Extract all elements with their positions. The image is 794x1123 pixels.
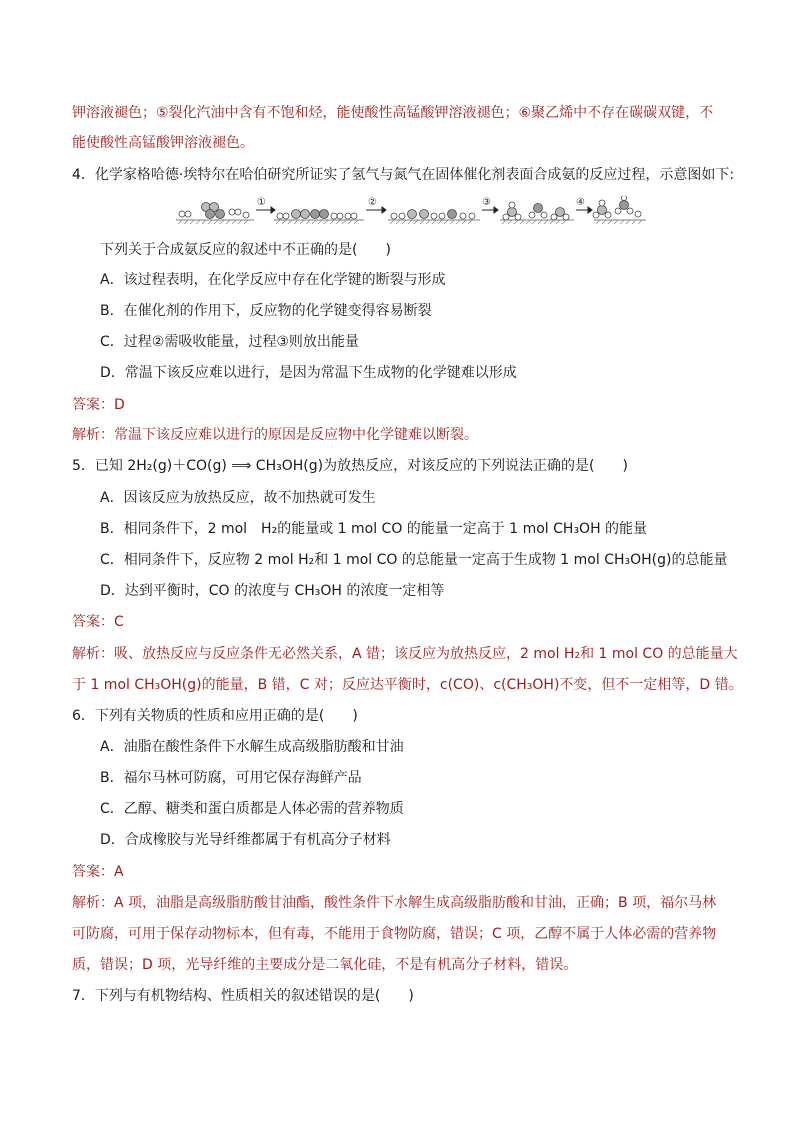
question-5-option-c: C．相同条件下，反应物 2 mol H₂和 1 mol CO 的总能量一定高于生成物 1 mol CH₃OH(g)的总能量	[100, 552, 728, 568]
question-4-option-d: D．常温下该反应难以进行，是因为常温下生成物的化学键难以形成	[100, 365, 517, 381]
question-6-explanation-line-3: 质，错误；D 项，光导纤维的主要成分是二氧化硅，不是有机高分子材料，错误。	[72, 957, 578, 973]
question-6-answer: 答案：A	[72, 864, 124, 880]
explanation-continued-line-1: 钾溶液褪色；⑤裂化汽油中含有不饱和烃，能使酸性高锰酸钾溶液褪色；⑥聚乙烯中不存在碳碳双键，不	[72, 105, 714, 121]
question-5-option-d: D．达到平衡时，CO 的浓度与 CH₃OH 的浓度一定相等	[100, 583, 445, 599]
question-5-option-a: A．因该反应为放热反应，故不加热就可发生	[100, 490, 376, 506]
step-3-label: ③	[482, 197, 491, 208]
question-4-option-a: A．该过程表明，在化学反应中存在化学键的断裂与形成	[100, 272, 446, 288]
question-6-option-b: B．福尔马林可防腐，可用它保存海鲜产品	[100, 770, 362, 786]
question-5-explanation-line-1: 解析：吸、放热反应与反应条件无必然关系，A 错；该反应为放热反应，2 mol H₂和 1 mol CO 的总能量大	[72, 646, 738, 662]
question-5-option-b: B．相同条件下，2 mol H₂的能量或 1 mol CO 的能量一定高于 1 mol CH₃OH 的能量	[100, 521, 648, 537]
question-6-option-c: C．乙醇、糖类和蛋白质都是人体必需的营养物质	[100, 801, 404, 817]
ammonia-synthesis-diagram	[176, 196, 646, 226]
question-6-option-a: A．油脂在酸性条件下水解生成高级脂肪酸和甘油	[100, 739, 404, 755]
question-6-stem: 6．下列有关物质的性质和应用正确的是( )	[72, 708, 358, 724]
step-1-label: ①	[257, 197, 266, 208]
question-4-explanation: 解析：常温下该反应难以进行的原因是反应物中化学键难以断裂。	[72, 427, 478, 443]
question-5-explanation-line-2: 于 1 mol CH₃OH(g)的能量，B 错，C 对；反应达平衡时，c(CO)、c(CH₃OH)不变，但不一定相等，D 错。	[72, 677, 743, 693]
step-2-label: ②	[368, 197, 377, 208]
question-4-option-b: B．在催化剂的作用下，反应物的化学键变得容易断裂	[100, 303, 432, 319]
question-6-explanation-line-2: 可防腐，可用于保存动物标本，但有毒，不能用于食物防腐，错误；C 项，乙醇不属于人体必需的营养物	[72, 926, 717, 942]
question-5-answer: 答案：C	[72, 614, 124, 630]
step-4-label: ④	[576, 197, 585, 208]
explanation-continued-line-2: 能使酸性高锰酸钾溶液褪色。	[72, 135, 254, 151]
question-4-stem: 4．化学家格哈德·埃特尔在哈伯研究所证实了氢气与氮气在固体催化剂表面合成氨的反应过程，示意图如下:	[72, 167, 735, 183]
question-4-prompt: 下列关于合成氨反应的叙述中不正确的是( )	[100, 242, 391, 258]
question-6-explanation-line-1: 解析：A 项，油脂是高级脂肪酸甘油酯，酸性条件下水解生成高级脂肪酸和甘油，正确；B 项，福尔马林	[72, 895, 717, 911]
question-5-stem: 5．已知 2H₂(g)＋CO(g) ⟹ CH₃OH(g)为放热反应，对该反应的下列说法正确的是( )	[72, 458, 628, 474]
question-4-option-c: C．过程②需吸收能量，过程③则放出能量	[100, 334, 359, 350]
question-7-stem: 7．下列与有机物结构、性质相关的叙述错误的是( )	[72, 988, 414, 1004]
question-6-option-d: D．合成橡胶与光导纤维都属于有机高分子材料	[100, 832, 391, 848]
question-4-answer: 答案：D	[72, 397, 125, 413]
